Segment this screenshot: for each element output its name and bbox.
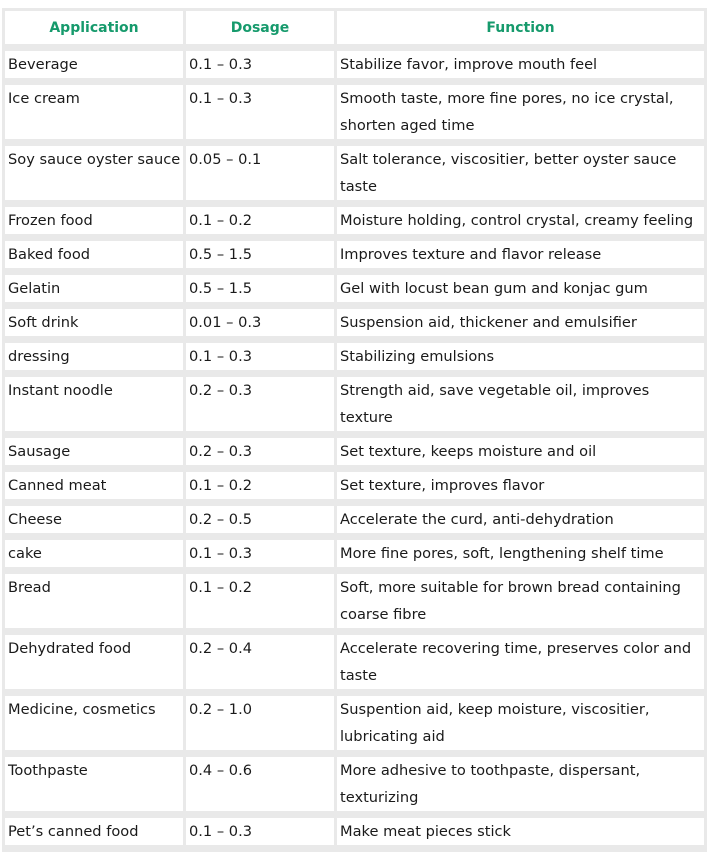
- table-row: [5, 85, 704, 139]
- cell-function: Accelerate the curd, anti-dehydration: [337, 506, 704, 533]
- table-row: [5, 472, 704, 499]
- cell-dosage: 0.1 – 0.3: [186, 818, 334, 845]
- cell-dosage: 0.1 – 0.2: [186, 574, 334, 628]
- cell-function: Smooth taste, more fine pores, no ice crystal, shorten aged time: [337, 85, 704, 139]
- cell-dosage: 0.1 – 0.3: [186, 51, 334, 78]
- cell-function: More fine pores, soft, lengthening shelf time: [337, 540, 704, 567]
- table-row: [5, 146, 704, 200]
- cell-function: Gel with locust bean gum and konjac gum: [337, 275, 704, 302]
- application-dosage-table: [2, 4, 707, 852]
- cell-function: Moisture holding, control crystal, creamy feeling: [337, 207, 704, 234]
- table-header-row: [5, 11, 704, 44]
- table-row: [5, 377, 704, 431]
- cell-dosage: 0.1 – 0.3: [186, 85, 334, 139]
- cell-application: Ice cream: [5, 85, 183, 139]
- cell-application: Instant noodle: [5, 377, 183, 431]
- cell-application: Toothpaste: [5, 757, 183, 811]
- table-row: [5, 506, 704, 533]
- cell-application: Baked food: [5, 241, 183, 268]
- cell-application: dressing: [5, 343, 183, 370]
- cell-function: Soft, more suitable for brown bread containing coarse fibre: [337, 574, 704, 628]
- cell-application: cake: [5, 540, 183, 567]
- table-row: [5, 309, 704, 336]
- cell-function: More adhesive to toothpaste, dispersant, texturizing: [337, 757, 704, 811]
- header-dosage: Dosage: [186, 11, 334, 44]
- table-row: [5, 51, 704, 78]
- table-row: [5, 540, 704, 567]
- cell-dosage: 0.5 – 1.5: [186, 275, 334, 302]
- cell-dosage: 0.1 – 0.2: [186, 207, 334, 234]
- cell-function: Set texture, improves flavor: [337, 472, 704, 499]
- cell-function: Make meat pieces stick: [337, 818, 704, 845]
- table-row: [5, 207, 704, 234]
- cell-function: Suspension aid, thickener and emulsifier: [337, 309, 704, 336]
- cell-dosage: 0.2 – 0.4: [186, 635, 334, 689]
- table-body: [5, 51, 704, 845]
- cell-application: Beverage: [5, 51, 183, 78]
- table-row: [5, 275, 704, 302]
- cell-function: Stabilizing emulsions: [337, 343, 704, 370]
- cell-application: Dehydrated food: [5, 635, 183, 689]
- cell-function: Strength aid, save vegetable oil, improves texture: [337, 377, 704, 431]
- cell-dosage: 0.4 – 0.6: [186, 757, 334, 811]
- cell-dosage: 0.2 – 0.3: [186, 377, 334, 431]
- cell-function: Accelerate recovering time, preserves color and taste: [337, 635, 704, 689]
- cell-dosage: 0.5 – 1.5: [186, 241, 334, 268]
- cell-dosage: 0.1 – 0.2: [186, 472, 334, 499]
- cell-dosage: 0.2 – 0.3: [186, 438, 334, 465]
- header-function: Function: [337, 11, 704, 44]
- table-row: [5, 696, 704, 750]
- cell-dosage: 0.2 – 1.0: [186, 696, 334, 750]
- table-row: [5, 635, 704, 689]
- cell-application: Soft drink: [5, 309, 183, 336]
- cell-application: Cheese: [5, 506, 183, 533]
- cell-application: Soy sauce oyster sauce: [5, 146, 183, 200]
- cell-application: Sausage: [5, 438, 183, 465]
- cell-application: Pet’s canned food: [5, 818, 183, 845]
- table-row: [5, 343, 704, 370]
- header-application: Application: [5, 11, 183, 44]
- cell-dosage: 0.2 – 0.5: [186, 506, 334, 533]
- cell-dosage: 0.05 – 0.1: [186, 146, 334, 200]
- cell-dosage: 0.1 – 0.3: [186, 540, 334, 567]
- table-row: [5, 438, 704, 465]
- cell-function: Stabilize favor, improve mouth feel: [337, 51, 704, 78]
- application-table-container: [2, 8, 707, 852]
- cell-dosage: 0.1 – 0.3: [186, 343, 334, 370]
- cell-function: Suspention aid, keep moisture, viscositier, lubricating aid: [337, 696, 704, 750]
- table-row: [5, 757, 704, 811]
- cell-function: Salt tolerance, viscositier, better oyster sauce taste: [337, 146, 704, 200]
- cell-function: Set texture, keeps moisture and oil: [337, 438, 704, 465]
- cell-application: Canned meat: [5, 472, 183, 499]
- table-row: [5, 574, 704, 628]
- cell-application: Frozen food: [5, 207, 183, 234]
- cell-function: Improves texture and flavor release: [337, 241, 704, 268]
- cell-application: Medicine, cosmetics: [5, 696, 183, 750]
- cell-application: Bread: [5, 574, 183, 628]
- cell-dosage: 0.01 – 0.3: [186, 309, 334, 336]
- cell-application: Gelatin: [5, 275, 183, 302]
- table-row: [5, 241, 704, 268]
